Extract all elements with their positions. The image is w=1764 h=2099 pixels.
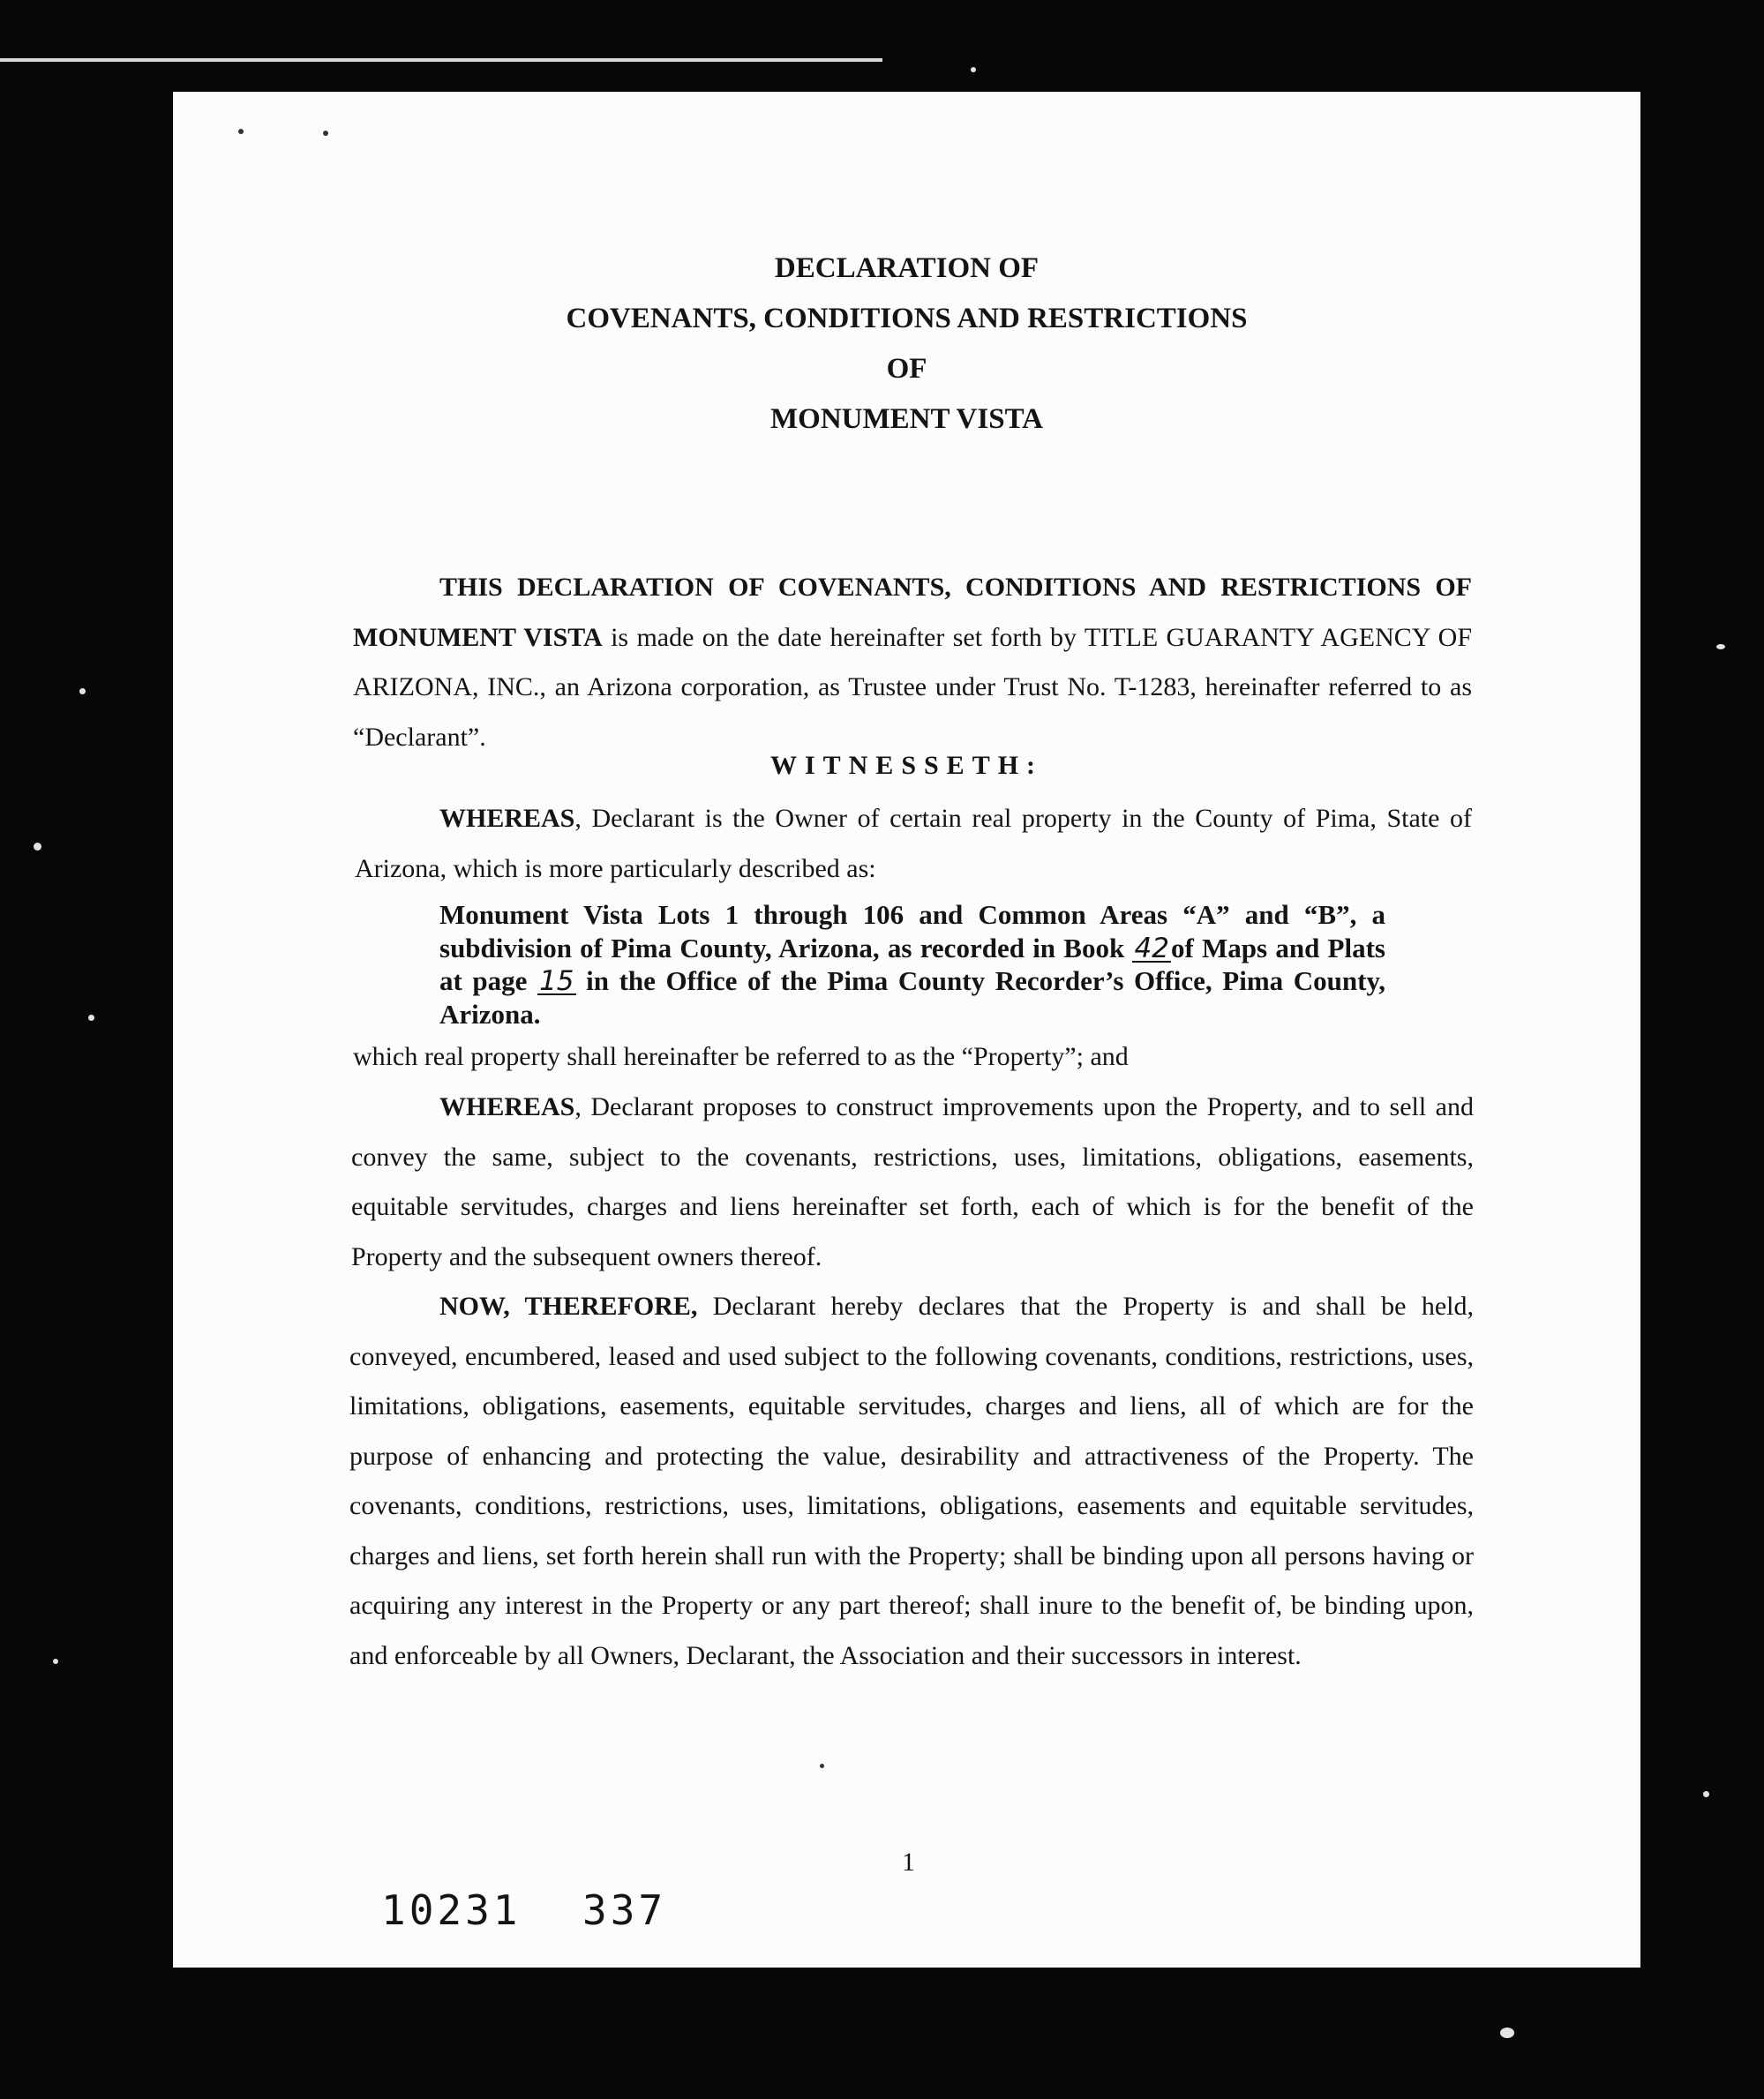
whereas-lead: WHEREAS xyxy=(439,1092,575,1121)
scan-speck xyxy=(238,129,244,134)
handwritten-page-number: 15 xyxy=(539,965,574,997)
document-title xyxy=(173,244,1640,445)
witnesseth-heading: WITNESSETH: xyxy=(769,751,1044,780)
legal-description xyxy=(439,898,1385,1031)
title-line: COVENANTS, CONDITIONS AND RESTRICTIONS xyxy=(566,303,1248,334)
scan-speck xyxy=(820,1764,824,1768)
scan-speck xyxy=(1716,644,1725,649)
property-definition-line: which real property shall hereinafter be referred to as the “Property”; and xyxy=(353,1042,1129,1071)
scan-speck xyxy=(88,1015,94,1021)
document-page xyxy=(173,92,1640,1968)
whereas-text: , Declarant is the Owner of certain real property in the County of Pima, State of Arizona, which is more particularly described as: xyxy=(355,804,1472,883)
now-therefore-lead: NOW, THEREFORE, xyxy=(439,1292,698,1321)
scan-speck xyxy=(1703,1791,1709,1797)
whereas-lead: WHEREAS xyxy=(439,804,575,833)
whereas-text: , Declarant proposes to construct improvements upon the Property, and to sell and convey the same, subject to the covenants, restrictions, uses, limitations, obligations, easements, equitable servitudes, charges and liens hereinafter set forth, each of which is for the benefit of the Property and the subsequent owners thereof. xyxy=(351,1092,1474,1271)
scan-top-rule xyxy=(0,58,882,62)
page-number: 1 xyxy=(902,1848,915,1877)
title-line: MONUMENT VISTA xyxy=(770,403,1043,435)
scan-speck xyxy=(323,131,328,136)
whereas-paragraph-1 xyxy=(355,794,1472,894)
intro-text: is made on the date hereinafter set forth by TITLE GUARANTY AGENCY OF ARIZONA, INC., an Arizona corporation, as Trustee under Trust No. T-1283, hereinafter referred to as “Declarant”. xyxy=(353,622,1473,752)
scan-speck xyxy=(53,1659,58,1664)
now-therefore-paragraph xyxy=(349,1282,1474,1681)
scan-speck xyxy=(971,67,976,72)
title-line: OF xyxy=(886,353,927,385)
scan-speck xyxy=(1500,2028,1514,2038)
intro-bold-lead: THIS DECLARATION OF COVENANTS, CONDITIONS AND RESTRICTIONS OF MONUMENT VISTA xyxy=(353,573,1472,652)
legal-text-2: of Maps and Plats at page xyxy=(439,932,1385,996)
recording-page-number: 337 xyxy=(582,1886,667,1934)
legal-text-3: in the Office of the Pima County Recorder’s Office, Pima County, Arizona. xyxy=(439,965,1386,1030)
scan-speck xyxy=(79,688,86,694)
legal-text-1: Monument Vista Lots 1 through 106 and Common Areas “A” and “B”, a subdivision of Pima County, Arizona, as recorded in Book xyxy=(439,899,1385,963)
recording-docket-number: 10231 xyxy=(381,1886,522,1934)
whereas-paragraph-2 xyxy=(351,1083,1474,1282)
title-line: DECLARATION OF xyxy=(774,252,1040,284)
handwritten-book-number: 42 xyxy=(1134,932,1169,964)
intro-paragraph xyxy=(353,563,1472,762)
now-therefore-text: Declarant hereby declares that the Property is and shall be held, conveyed, encumbered, leased and used subject to the following covenants, conditions, restrictions, uses, limitations, obligations, easements, equitable servitudes, charges and liens, all of which are for the purpose of enhancing and protecting the value, desirability and attractiveness of the Property. The covenants, conditions, restrictions, uses, limitations, obligations, easements and equitable servitudes, charges and liens, set forth herein shall run with the Property; shall be binding upon all persons having or acquiring any interest in the Property or any part thereof; shall inure to the benefit of, be binding upon, and enforceable by all Owners, Declarant, the Association and their successors in interest. xyxy=(349,1292,1474,1670)
scan-speck xyxy=(34,843,41,851)
